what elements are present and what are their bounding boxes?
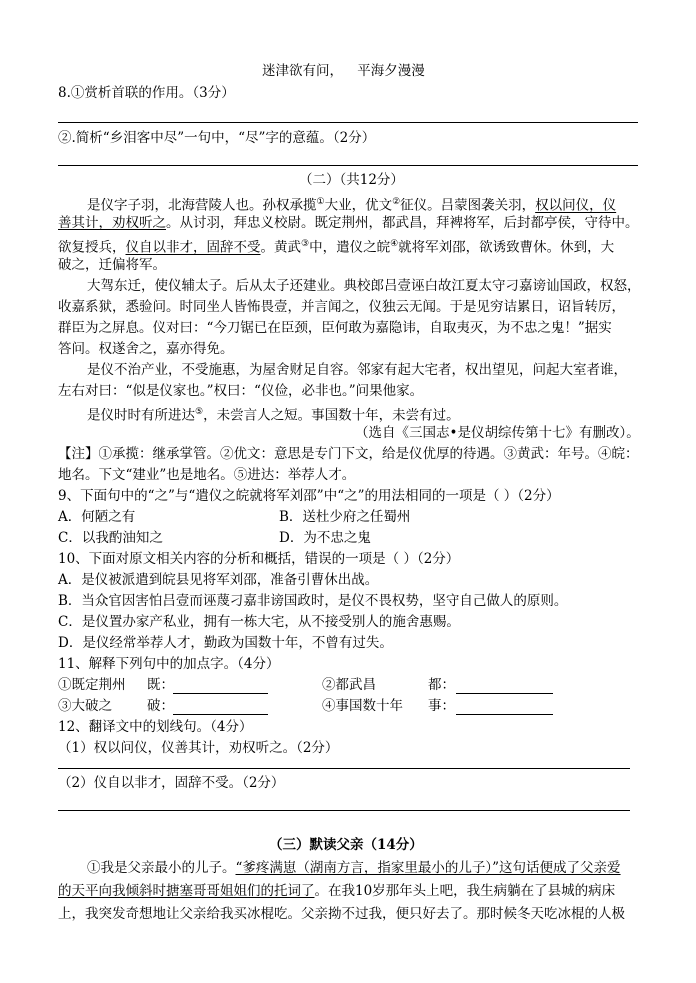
option-b[interactable]: B．送杜少府之任蜀州	[279, 509, 411, 525]
poem-line-b: 平海夕漫漫	[357, 63, 425, 79]
passage-line: 的天平向我倾斜时搪塞哥哥姐姐们的托词了。在我10岁那年头上吧，我生病躺在了县城的病床	[58, 883, 616, 899]
passage-line: 群臣为之屏息。仪对曰：“今刀锯已在臣颈，臣何敢为嘉隐讳，自取夷灭，为不忠之鬼！”据实	[58, 320, 612, 336]
answer-line-8-1[interactable]	[58, 122, 638, 123]
q12-sentence-2: （2）仪自以非才，固辞不受。（2分）	[58, 775, 285, 791]
footnote-mark: ④	[390, 239, 399, 249]
question-10-stem: 10、下面对原文相关内容的分析和概括，错误的一项是（ ）（2分）	[58, 551, 460, 567]
poem-line	[262, 62, 425, 80]
passage-line: 左右对曰：“似是仪家也。”权曰：“仪俭，必非也。”问果他家。	[58, 383, 424, 399]
underlined-sentence: 善其计，劝权听之	[58, 215, 166, 231]
option-a[interactable]: A．是仪被派遣到皖县见将军刘邵，准备引曹休出战。	[58, 572, 379, 588]
passage-line: 是仪时时有所进达⑤，未尝言人之短。事国数十年，未尝有过。	[87, 407, 460, 424]
footnote-mark: ⑤	[195, 407, 204, 417]
underlined-sentence: 权以问仪，仪	[535, 197, 617, 214]
passage-line: 破之，迁偏将军。	[58, 257, 166, 273]
q11-item-1-cue: 既：	[147, 677, 174, 693]
answer-line-12-1[interactable]	[58, 768, 630, 769]
source-citation: （选自《三国志•是仪胡综传第十七》有删改）。	[355, 425, 640, 441]
footnote-mark: ③	[301, 239, 310, 249]
underlined-sentence: 的天平向我倾斜时搪塞哥哥姐姐们的托词了	[58, 883, 315, 899]
option-c[interactable]: C．是仪置办家产私业，拥有一栋大宅，从不接受别人的施舍惠赐。	[58, 614, 460, 630]
passage-line: 大驾东迁，使仪辅太子。后从太子还建业。典校郎吕壹诬白故江夏太守刁嘉谤讪国政，权怒，	[87, 278, 641, 294]
passage-line: 是仪字子羽，北海营陵人也。孙权承揽①大业，优文②征仪。吕蒙图袭关羽，权以问仪，仪	[87, 197, 617, 214]
q11-item-2-cue: 都：	[428, 677, 455, 693]
passage-line: 是仪不治产业，不受施惠，为屋舍财足自容。邻家有起大宅者，权出望见，问起大室者谁，	[87, 362, 627, 378]
option-a[interactable]: A．何陋之有	[58, 509, 136, 525]
option-c[interactable]: C．以我酌油知之	[58, 530, 163, 546]
question-8-part-2: ②.简析“乡泪客中尽”一句中，“尽”字的意蕴。（2分）	[58, 130, 376, 146]
q11-item-4-cue: 事：	[428, 698, 455, 714]
q11-item-2: ②都武昌	[322, 677, 376, 693]
answer-line-12-2[interactable]	[58, 810, 630, 811]
section-2-title: （二）（共12分）	[299, 172, 404, 188]
passage-line: 答问。权遂舍之，嘉亦得免。	[58, 341, 234, 357]
question-8-part-1: 8.①赏析首联的作用。（3分）	[58, 85, 235, 101]
question-9-stem: 9、下面句中的“之”与“遣仪之皖就将军刘邵”中“之”的用法相同的一项是（ ）（2分）	[58, 488, 560, 504]
question-12-stem: 12、翻译文中的划线句。（4分）	[58, 719, 253, 735]
answer-blank[interactable]	[456, 679, 553, 694]
passage-line: 上，我突发奇想地让父亲给我买冰棍吃。父亲拗不过我，便只好去了。那时候冬天吃冰棍的人极	[58, 906, 625, 922]
q11-item-1: ①既定荆州	[58, 677, 126, 693]
passage-line: 收嘉系狱，悉验问。时同坐人皆怖畏壹，并言闻之，仪独云无闻。于是见穷诘累日，诏旨转厉，	[58, 299, 625, 315]
q11-item-3-cue: 破：	[147, 698, 174, 714]
footnote-mark: ①	[316, 197, 325, 207]
answer-blank[interactable]	[173, 679, 268, 694]
underlined-sentence: “爹疼满崽（湖南方言，指家里最小的儿子）”这句话便成了父亲爱	[235, 860, 621, 876]
underlined-sentence: 仪自以非才，固辞不受	[125, 239, 261, 256]
passage-line: 善其计，劝权听之。从讨羽，拜忠义校尉。既定荆州，都武昌，拜裨将军，后封都亭侯，守待中。	[58, 215, 639, 231]
passage-line: 欲复授兵，仪自以非才，固辞不受。黄武③中，遣仪之皖④就将军刘邵，欲诱致曹休。休到，大	[58, 239, 615, 256]
q12-sentence-1: （1）权以问仪，仪善其计，劝权听之。（2分）	[58, 740, 339, 756]
q11-item-3: ③大破之	[58, 698, 112, 714]
option-d[interactable]: D．是仪经常举荐人才，勤政为国数十年，不曾有过失。	[58, 635, 393, 651]
answer-blank[interactable]	[456, 700, 553, 715]
footnote-mark: ②	[392, 197, 401, 207]
question-11-stem: 11、解释下列句中的加点字。（4分）	[58, 656, 280, 672]
q11-item-4: ④事国数十年	[322, 698, 403, 714]
option-d[interactable]: D．为不忠之鬼	[279, 530, 371, 546]
poem-line-a: 迷津欲有问，	[262, 63, 343, 79]
section-3-title: （三）默读父亲（14分）	[269, 837, 423, 853]
answer-line-8-2[interactable]	[58, 165, 638, 166]
annotation-line: 【注】①承揽：继承掌管。②优文：意思是专门下文，给是仪优厚的待遇。③黄武：年号。④皖：	[58, 446, 639, 462]
annotation-line: 地名。下文“建业”也是地名。⑤进达：举荐人才。	[58, 467, 356, 483]
passage-line: ①我是父亲最小的儿子。“爹疼满崽（湖南方言，指家里最小的儿子）”这句话便成了父亲爱	[87, 860, 621, 876]
answer-blank[interactable]	[173, 700, 268, 715]
option-b[interactable]: B．当众官因害怕吕壹而诬蔑刁嘉非谤国政时，是仪不畏权势，坚守自己做人的原则。	[58, 593, 568, 609]
